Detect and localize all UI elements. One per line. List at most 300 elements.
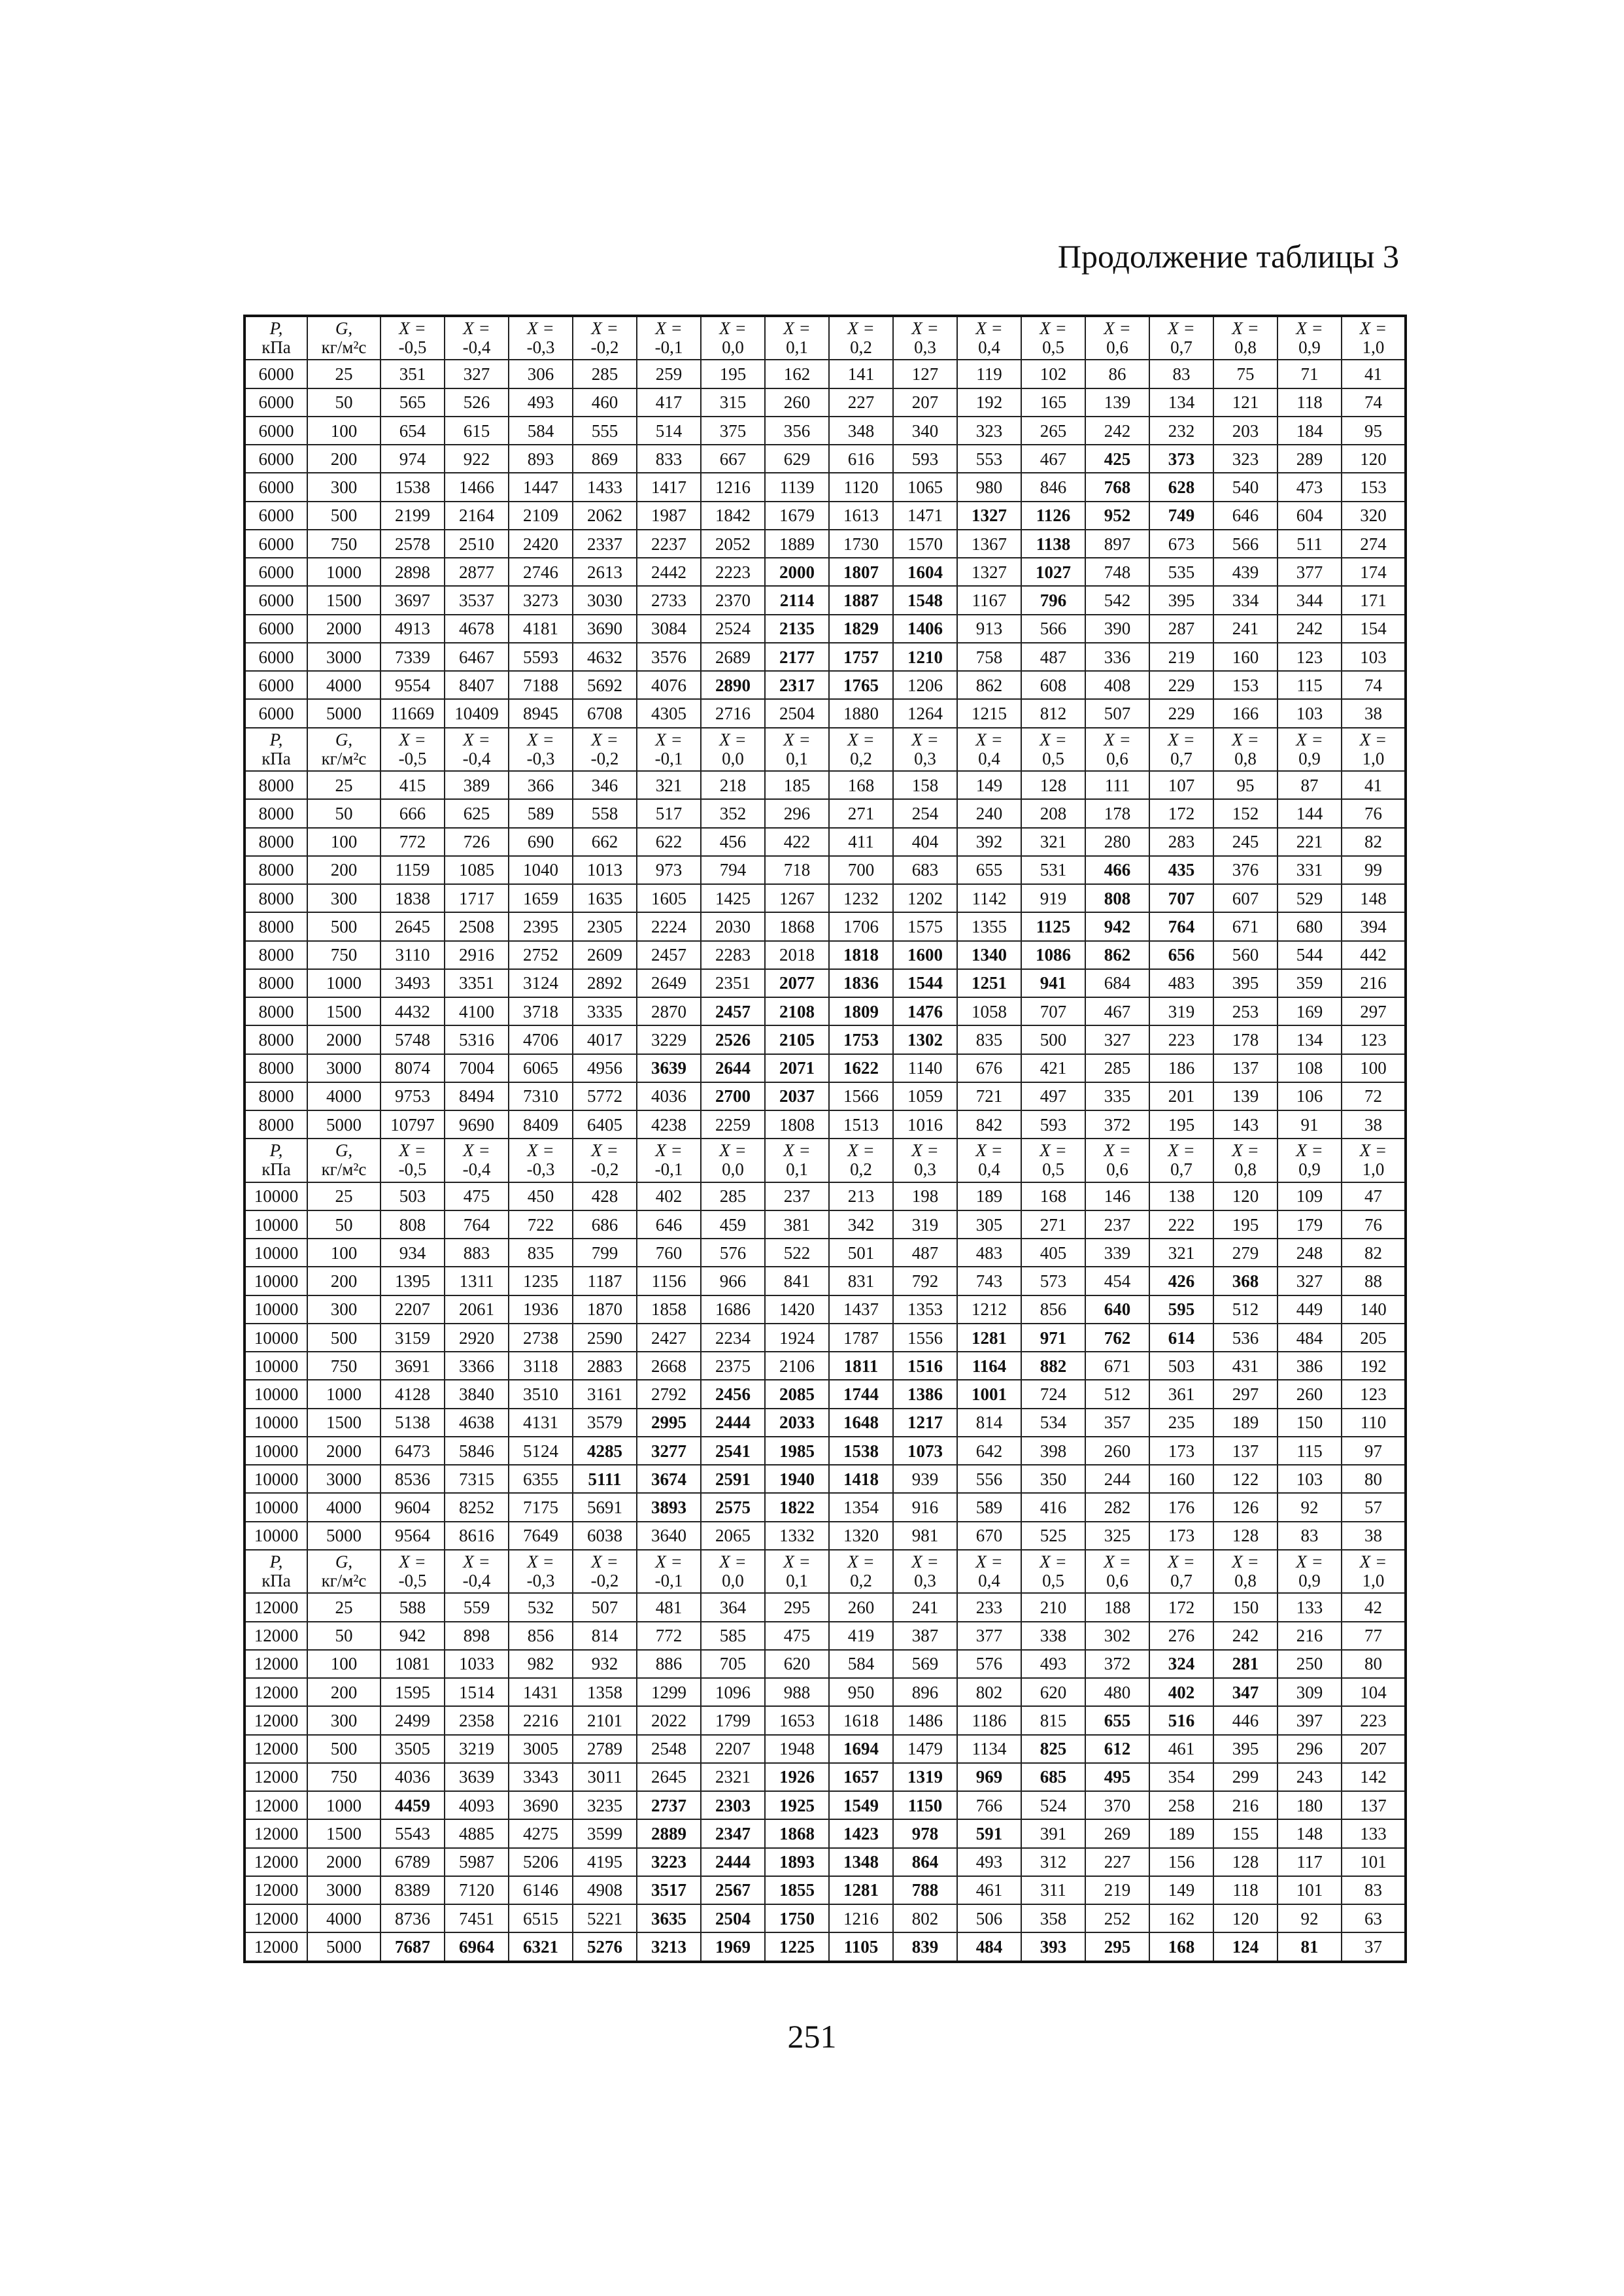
table-row [245, 445, 1406, 473]
value-cell: 655 [957, 856, 1021, 884]
value-cell: 213 [829, 1182, 893, 1210]
mass-flux-cell: 1500 [307, 1409, 381, 1437]
value-cell: 148 [1342, 884, 1406, 912]
value-cell: 1538 [381, 473, 445, 501]
value-cell: 201 [1149, 1082, 1213, 1110]
column-header-unit: -0,2 [590, 1159, 619, 1180]
column-header [1342, 1550, 1406, 1593]
value-cell: 122 [1213, 1465, 1277, 1493]
value-cell: 331 [1277, 856, 1342, 884]
table-row [245, 417, 1406, 445]
mass-flux-cell: 200 [307, 1267, 381, 1295]
value-cell: 484 [957, 1932, 1021, 1962]
value-cell: 7315 [445, 1465, 509, 1493]
value-cell: 886 [637, 1650, 701, 1678]
value-cell: 144 [1277, 799, 1342, 827]
mass-flux-cell: 2000 [307, 615, 381, 643]
value-cell: 1320 [829, 1522, 893, 1550]
pressure-cell: 6000 [245, 615, 307, 643]
value-cell: 2337 [573, 530, 637, 558]
value-cell: 188 [1085, 1593, 1149, 1621]
value-cell: 2746 [509, 558, 573, 586]
pressure-cell: 12000 [245, 1622, 307, 1650]
value-cell: 2548 [637, 1735, 701, 1763]
value-cell: 74 [1342, 388, 1406, 417]
value-cell: 749 [1149, 502, 1213, 530]
value-cell: 102 [1021, 360, 1085, 388]
pressure-cell: 8000 [245, 1025, 307, 1054]
value-cell: 364 [701, 1593, 765, 1621]
value-cell: 104 [1342, 1678, 1406, 1706]
value-cell: 825 [1021, 1735, 1085, 1763]
value-cell: 842 [957, 1110, 1021, 1139]
column-header-unit: 0,4 [978, 337, 1000, 358]
pressure-cell: 10000 [245, 1324, 307, 1352]
value-cell: 150 [1213, 1593, 1277, 1621]
value-cell: 100 [1342, 1054, 1406, 1082]
value-cell: 670 [957, 1522, 1021, 1550]
value-cell: 2427 [637, 1324, 701, 1352]
value-cell: 2645 [637, 1763, 701, 1791]
value-cell: 244 [1085, 1465, 1149, 1493]
value-cell: 5111 [573, 1465, 637, 1493]
value-cell: 620 [765, 1650, 829, 1678]
pressure-cell: 8000 [245, 969, 307, 997]
table-row [245, 1182, 1406, 1210]
value-cell: 195 [1149, 1110, 1213, 1139]
value-cell: 172 [1149, 1593, 1213, 1621]
value-cell: 1139 [765, 473, 829, 501]
value-cell: 375 [701, 417, 765, 445]
value-cell: 4706 [509, 1025, 573, 1054]
column-header-unit: 0,7 [1170, 337, 1193, 358]
value-cell: 1750 [765, 1904, 829, 1932]
value-cell: 640 [1085, 1295, 1149, 1324]
value-cell: 1987 [637, 502, 701, 530]
pressure-cell: 8000 [245, 799, 307, 827]
value-cell: 82 [1342, 1239, 1406, 1267]
value-cell: 109 [1277, 1182, 1342, 1210]
column-header-symbol: X = [1232, 729, 1259, 749]
value-cell: 1367 [957, 530, 1021, 558]
value-cell: 3110 [381, 941, 445, 969]
mass-flux-cell: 3000 [307, 643, 381, 671]
column-header-symbol: G, [335, 1552, 353, 1572]
column-header-symbol: X = [655, 729, 683, 749]
value-cell: 3718 [509, 997, 573, 1025]
value-cell: 2504 [765, 699, 829, 727]
value-cell: 6467 [445, 643, 509, 671]
value-cell: 325 [1085, 1522, 1149, 1550]
value-cell: 673 [1149, 530, 1213, 558]
value-cell: 3893 [637, 1493, 701, 1521]
value-cell: 705 [701, 1650, 765, 1678]
value-cell: 1575 [893, 912, 957, 940]
value-cell: 7004 [445, 1054, 509, 1082]
value-cell: 92 [1277, 1904, 1342, 1932]
value-cell: 372 [1085, 1650, 1149, 1678]
table-row [245, 1239, 1406, 1267]
value-cell: 685 [1021, 1763, 1085, 1791]
pressure-cell: 10000 [245, 1522, 307, 1550]
value-cell: 1167 [957, 586, 1021, 614]
value-cell: 2108 [765, 997, 829, 1025]
value-cell: 3517 [637, 1876, 701, 1904]
column-header-unit: 0,8 [1234, 337, 1257, 358]
value-cell: 150 [1277, 1409, 1342, 1437]
value-cell: 487 [1021, 643, 1085, 671]
pressure-cell: 6000 [245, 388, 307, 417]
value-cell: 556 [957, 1465, 1021, 1493]
value-cell: 221 [1277, 828, 1342, 856]
value-cell: 839 [893, 1932, 957, 1962]
value-cell: 408 [1085, 671, 1149, 699]
column-header [893, 728, 957, 771]
mass-flux-cell: 25 [307, 771, 381, 799]
value-cell: 588 [381, 1593, 445, 1621]
column-header [1021, 1139, 1085, 1182]
value-cell: 480 [1085, 1678, 1149, 1706]
column-header-symbol: X = [1359, 1140, 1387, 1161]
mass-flux-cell: 500 [307, 502, 381, 530]
column-header-unit: 0,0 [722, 1571, 744, 1591]
column-header [573, 728, 637, 771]
mass-flux-cell: 5000 [307, 1110, 381, 1139]
table-row [245, 643, 1406, 671]
value-cell: 4908 [573, 1876, 637, 1904]
pressure-cell: 12000 [245, 1932, 307, 1962]
value-cell: 351 [381, 360, 445, 388]
value-cell: 1549 [829, 1791, 893, 1819]
value-cell: 808 [1085, 884, 1149, 912]
value-cell: 856 [509, 1622, 573, 1650]
column-header-unit: -0,1 [654, 337, 683, 358]
value-cell: 726 [445, 828, 509, 856]
column-header-unit: -0,5 [398, 1571, 427, 1591]
mass-flux-cell: 50 [307, 1622, 381, 1650]
value-cell: 1513 [829, 1110, 893, 1139]
value-cell: 1232 [829, 884, 893, 912]
column-header [445, 316, 509, 360]
value-cell: 8252 [445, 1493, 509, 1521]
value-cell: 595 [1149, 1295, 1213, 1324]
value-cell: 205 [1342, 1324, 1406, 1352]
value-cell: 493 [957, 1848, 1021, 1876]
value-cell: 240 [957, 799, 1021, 827]
value-cell: 5593 [509, 643, 573, 671]
value-cell: 120 [1342, 445, 1406, 473]
value-cell: 106 [1277, 1082, 1342, 1110]
pressure-cell: 12000 [245, 1735, 307, 1763]
value-cell: 772 [637, 1622, 701, 1650]
value-cell: 966 [701, 1267, 765, 1295]
column-header-unit: 0,5 [1042, 1159, 1064, 1180]
value-cell: 235 [1149, 1409, 1213, 1437]
column-header-unit: -0,4 [462, 748, 491, 768]
table-row [245, 586, 1406, 614]
value-cell: 71 [1277, 360, 1342, 388]
column-header-symbol: X = [1040, 729, 1067, 749]
value-cell: 622 [637, 828, 701, 856]
column-header [1277, 1139, 1342, 1182]
value-cell: 1210 [893, 643, 957, 671]
value-cell: 7188 [509, 671, 573, 699]
table-row [245, 1465, 1406, 1493]
column-header-symbol: X = [655, 318, 683, 339]
value-cell: 41 [1342, 771, 1406, 799]
value-cell: 1251 [957, 969, 1021, 997]
value-cell: 1264 [893, 699, 957, 727]
value-cell: 2789 [573, 1735, 637, 1763]
value-cell: 1040 [509, 856, 573, 884]
mass-flux-cell: 1000 [307, 1380, 381, 1408]
column-header [701, 728, 765, 771]
value-cell: 377 [957, 1622, 1021, 1650]
value-cell: 119 [957, 360, 1021, 388]
pressure-cell: 6000 [245, 643, 307, 671]
value-cell: 2889 [637, 1819, 701, 1847]
value-cell: 507 [573, 1593, 637, 1621]
value-cell: 321 [1021, 828, 1085, 856]
pressure-cell: 8000 [245, 828, 307, 856]
column-header [1021, 1550, 1085, 1593]
column-header-unit: -0,5 [398, 748, 427, 768]
value-cell: 1319 [893, 1763, 957, 1791]
column-header-unit: 0,1 [786, 748, 808, 768]
value-cell: 982 [509, 1650, 573, 1678]
value-cell: 344 [1277, 586, 1342, 614]
pressure-cell: 10000 [245, 1409, 307, 1437]
value-cell: 2321 [701, 1763, 765, 1791]
value-cell: 2792 [637, 1380, 701, 1408]
value-cell: 573 [1021, 1267, 1085, 1295]
value-cell: 118 [1277, 388, 1342, 417]
value-cell: 1216 [829, 1904, 893, 1932]
value-cell: 319 [893, 1210, 957, 1239]
value-cell: 198 [893, 1182, 957, 1210]
value-cell: 3690 [509, 1791, 573, 1819]
value-cell: 4036 [637, 1082, 701, 1110]
value-cell: 2457 [701, 997, 765, 1025]
value-cell: 57 [1342, 1493, 1406, 1521]
value-cell: 2590 [573, 1324, 637, 1352]
value-cell: 2668 [637, 1352, 701, 1380]
value-cell: 118 [1213, 1876, 1277, 1904]
value-cell: 1613 [829, 502, 893, 530]
pressure-cell: 8000 [245, 771, 307, 799]
header-row [245, 1139, 1406, 1182]
column-header [573, 1550, 637, 1593]
value-cell: 2510 [445, 530, 509, 558]
value-cell: 2645 [381, 912, 445, 940]
table-row [245, 1522, 1406, 1550]
value-cell: 794 [701, 856, 765, 884]
value-cell: 186 [1149, 1054, 1213, 1082]
value-cell: 483 [957, 1239, 1021, 1267]
value-cell: 2526 [701, 1025, 765, 1054]
column-header [765, 1139, 829, 1182]
column-header [893, 316, 957, 360]
value-cell: 2444 [701, 1848, 765, 1876]
value-cell: 2649 [637, 969, 701, 997]
value-cell: 4285 [573, 1437, 637, 1465]
value-cell: 942 [1085, 912, 1149, 940]
value-cell: 576 [957, 1650, 1021, 1678]
value-cell: 4885 [445, 1819, 509, 1847]
value-cell: 92 [1277, 1493, 1342, 1521]
column-header-unit: 0,0 [722, 337, 744, 358]
value-cell: 467 [1085, 997, 1149, 1025]
value-cell: 142 [1342, 1763, 1406, 1791]
value-cell: 428 [573, 1182, 637, 1210]
value-cell: 402 [1149, 1678, 1213, 1706]
value-cell: 973 [637, 856, 701, 884]
pressure-cell: 10000 [245, 1210, 307, 1239]
value-cell: 525 [1021, 1522, 1085, 1550]
value-cell: 1868 [765, 912, 829, 940]
header-row [245, 316, 1406, 360]
table-row [245, 856, 1406, 884]
value-cell: 1332 [765, 1522, 829, 1550]
value-cell: 512 [1085, 1380, 1149, 1408]
value-cell: 942 [381, 1622, 445, 1650]
value-cell: 690 [509, 828, 573, 856]
mass-flux-cell: 5000 [307, 1932, 381, 1962]
value-cell: 38 [1342, 699, 1406, 727]
value-cell: 149 [957, 771, 1021, 799]
value-cell: 5276 [573, 1932, 637, 1962]
column-header-unit: кПа [262, 337, 291, 358]
value-cell: 8494 [445, 1082, 509, 1110]
value-cell: 4432 [381, 997, 445, 1025]
value-cell: 1566 [829, 1082, 893, 1110]
column-header [957, 728, 1021, 771]
column-header [509, 728, 573, 771]
value-cell: 41 [1342, 360, 1406, 388]
value-cell: 152 [1213, 799, 1277, 827]
value-cell: 395 [1213, 1735, 1277, 1763]
value-cell: 242 [1277, 615, 1342, 643]
header-row [245, 728, 1406, 771]
value-cell: 296 [765, 799, 829, 827]
value-cell: 802 [957, 1678, 1021, 1706]
value-cell: 356 [765, 417, 829, 445]
mass-flux-cell: 100 [307, 828, 381, 856]
value-cell: 324 [1149, 1650, 1213, 1678]
header-row [245, 1550, 1406, 1593]
value-cell: 1096 [701, 1678, 765, 1706]
value-cell: 662 [573, 828, 637, 856]
mass-flux-cell: 200 [307, 856, 381, 884]
column-header [307, 1550, 381, 1593]
value-cell: 1787 [829, 1324, 893, 1352]
value-cell: 1479 [893, 1735, 957, 1763]
value-cell: 76 [1342, 799, 1406, 827]
value-cell: 4131 [509, 1409, 573, 1437]
value-cell: 3124 [509, 969, 573, 997]
value-cell: 166 [1213, 699, 1277, 727]
value-cell: 646 [637, 1210, 701, 1239]
value-cell: 179 [1277, 1210, 1342, 1239]
value-cell: 216 [1342, 969, 1406, 997]
column-header-unit: -0,2 [590, 337, 619, 358]
value-cell: 417 [637, 388, 701, 417]
value-cell: 898 [445, 1622, 509, 1650]
value-cell: 475 [445, 1182, 509, 1210]
value-cell: 3161 [573, 1380, 637, 1408]
value-cell: 120 [1213, 1182, 1277, 1210]
pressure-cell: 6000 [245, 699, 307, 727]
value-cell: 532 [509, 1593, 573, 1621]
value-cell: 342 [829, 1210, 893, 1239]
pressure-cell: 12000 [245, 1819, 307, 1847]
column-header-symbol: X = [1232, 1140, 1259, 1161]
value-cell: 666 [381, 799, 445, 827]
column-header-symbol: X = [847, 318, 875, 339]
value-cell: 1880 [829, 699, 893, 727]
value-cell: 123 [1342, 1025, 1406, 1054]
value-cell: 1985 [765, 1437, 829, 1465]
value-cell: 3639 [637, 1054, 701, 1082]
column-header-symbol: X = [591, 729, 618, 749]
column-header-unit: 0,3 [914, 337, 936, 358]
table-row [245, 1932, 1406, 1962]
value-cell: 123 [1342, 1380, 1406, 1408]
value-cell: 1120 [829, 473, 893, 501]
value-cell: 7687 [381, 1932, 445, 1962]
column-header-unit: 0,6 [1106, 1159, 1128, 1180]
column-header-unit: -0,2 [590, 748, 619, 768]
value-cell: 1212 [957, 1295, 1021, 1324]
pressure-cell: 10000 [245, 1267, 307, 1295]
value-cell: 952 [1085, 502, 1149, 530]
column-header-symbol: X = [975, 1552, 1003, 1572]
column-header [829, 1550, 893, 1593]
value-cell: 3537 [445, 586, 509, 614]
value-cell: 6038 [573, 1522, 637, 1550]
value-cell: 340 [893, 417, 957, 445]
column-header-symbol: X = [719, 318, 747, 339]
value-cell: 473 [1277, 473, 1342, 501]
value-cell: 260 [1277, 1380, 1342, 1408]
mass-flux-cell: 25 [307, 1182, 381, 1210]
value-cell: 3219 [445, 1735, 509, 1763]
value-cell: 361 [1149, 1380, 1213, 1408]
value-cell: 1406 [893, 615, 957, 643]
value-cell: 394 [1342, 912, 1406, 940]
value-cell: 373 [1149, 445, 1213, 473]
column-header-symbol: X = [1359, 1552, 1387, 1572]
value-cell: 9554 [381, 671, 445, 699]
value-cell: 5543 [381, 1819, 445, 1847]
value-cell: 1027 [1021, 558, 1085, 586]
value-cell: 913 [957, 615, 1021, 643]
value-cell: 4956 [573, 1054, 637, 1082]
value-cell: 1466 [445, 473, 509, 501]
value-cell: 544 [1277, 941, 1342, 969]
column-header-symbol: X = [399, 1140, 426, 1161]
column-header-unit: 0,9 [1298, 748, 1321, 768]
column-header-symbol: X = [655, 1552, 683, 1572]
value-cell: 724 [1021, 1380, 1085, 1408]
value-cell: 7175 [509, 1493, 573, 1521]
column-header [509, 316, 573, 360]
value-cell: 814 [573, 1622, 637, 1650]
mass-flux-cell: 25 [307, 1593, 381, 1621]
value-cell: 484 [1277, 1324, 1342, 1352]
column-header [893, 1139, 957, 1182]
pressure-cell: 6000 [245, 360, 307, 388]
